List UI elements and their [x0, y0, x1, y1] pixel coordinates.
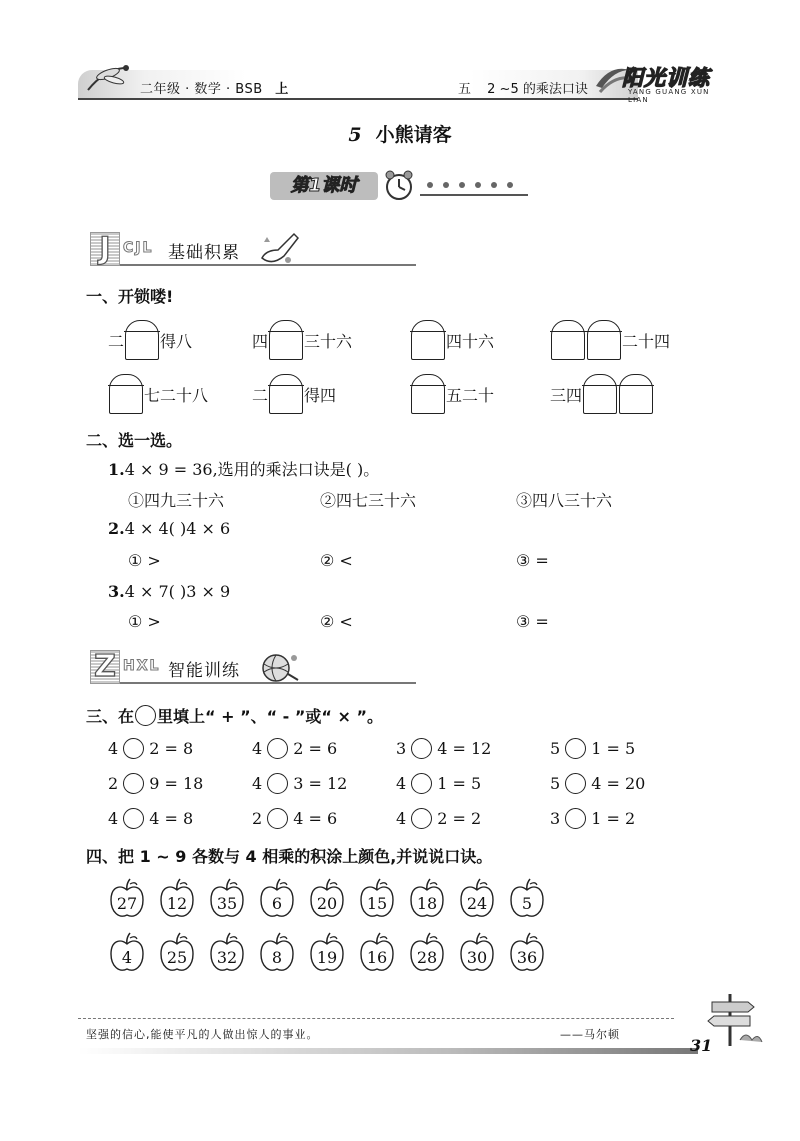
equation [550, 806, 635, 830]
item-stem: 4 × 9 = 36,选用的乘法口诀是( )。 [124, 460, 380, 479]
equation-rest: 3 = 12 [293, 773, 348, 793]
apple-number: 35 [216, 894, 238, 913]
apple-number: 27 [116, 894, 138, 913]
apple-item[interactable] [458, 932, 496, 974]
lock-item [410, 318, 494, 362]
apple-number: 28 [416, 948, 438, 967]
section-letter: J [90, 232, 120, 266]
apple-item[interactable] [258, 878, 296, 920]
equation-left-operand: 4 [396, 773, 407, 793]
item-stem: 4 × 4( )4 × 6 [124, 519, 231, 538]
unit-title: 2 ~5 的乘法口诀 [487, 82, 588, 97]
apple-number: 19 [316, 948, 338, 967]
grade-subject: 二年级 · 数学 · BSB [140, 82, 263, 97]
equation [252, 806, 337, 830]
apple-item[interactable] [458, 878, 496, 920]
q2-title: 二、选一选。 [86, 431, 183, 450]
operator-circle-blank[interactable] [123, 808, 144, 829]
equation-left-operand: 5 [550, 738, 561, 758]
apple-number: 32 [216, 948, 238, 967]
apple-number: 4 [121, 948, 133, 967]
apple-number: 25 [166, 948, 188, 967]
operator-circle-blank[interactable] [411, 773, 432, 794]
apple-item[interactable] [158, 932, 196, 974]
equation-left-operand: 4 [252, 773, 263, 793]
lock-item [550, 372, 654, 416]
equation-left-operand: 4 [108, 808, 119, 828]
operator-circle-blank[interactable] [565, 738, 586, 759]
apple-item[interactable] [108, 878, 146, 920]
operator-circle-blank[interactable] [565, 808, 586, 829]
lock-text-after: 四十六 [446, 331, 495, 351]
page-number: 31 [690, 1036, 713, 1055]
decorative-dots-icon [424, 178, 524, 192]
lock-answer-box[interactable] [109, 374, 143, 414]
section-name: 基础积累 [168, 243, 240, 263]
q3-title-post: 里填上“ + ”、“ - ”或“ × ”。 [157, 707, 383, 726]
apple-item[interactable] [308, 932, 346, 974]
lesson-title [0, 120, 800, 147]
apple-item[interactable] [308, 878, 346, 920]
operator-circle-blank[interactable] [411, 738, 432, 759]
q3-title-pre: 三、在 [86, 707, 135, 726]
lock-item [550, 318, 670, 362]
globe-icon [258, 650, 302, 684]
equation-rest: 1 = 2 [591, 808, 636, 828]
equation-rest: 4 = 20 [591, 773, 646, 793]
apple-item[interactable] [158, 878, 196, 920]
operator-circle-blank[interactable] [267, 738, 288, 759]
apple-number: 16 [366, 948, 388, 967]
equation-left-operand: 2 [252, 808, 263, 828]
equation [108, 771, 203, 795]
q2-item-3-option-2: ② < [320, 612, 353, 631]
apple-number: 6 [271, 894, 283, 913]
lesson-number: 5 [348, 124, 362, 146]
section-letter: Z [90, 650, 120, 684]
lock-item [108, 372, 208, 416]
q2-item-1-option-3: ③四八三十六 [516, 491, 613, 510]
equation-rest: 4 = 8 [149, 808, 194, 828]
period-label: 第1课时 [270, 172, 378, 200]
equation-rest: 2 = 8 [149, 738, 194, 758]
equation-left-operand: 4 [396, 808, 407, 828]
lock-text-before: 二 [252, 385, 269, 405]
equation [550, 736, 635, 760]
footer-author: ——马尔顿 [560, 1028, 620, 1041]
q2-item-2 [108, 519, 230, 538]
lock-answer-box[interactable] [411, 374, 445, 414]
operator-circle-blank[interactable] [267, 808, 288, 829]
lock-answer-box[interactable] [125, 320, 159, 360]
apple-number: 36 [516, 948, 538, 967]
section-code: HXL [123, 658, 161, 674]
equation-rest: 1 = 5 [437, 773, 482, 793]
equation-left-operand: 4 [108, 738, 119, 758]
section-underline [120, 264, 416, 266]
equation-left-operand: 4 [252, 738, 263, 758]
equation-rest: 1 = 5 [591, 738, 636, 758]
equation [396, 736, 491, 760]
q2-item-2-option-2: ② < [320, 551, 353, 570]
paint-brush-icon [258, 232, 302, 266]
footer-divider [78, 1018, 674, 1019]
section-name: 智能训练 [168, 661, 240, 681]
lock-answer-box[interactable] [411, 320, 445, 360]
page-header [78, 60, 718, 104]
q1-title: 一、开锁喽! [86, 287, 174, 306]
equation [396, 771, 481, 795]
equation-rest: 2 = 2 [437, 808, 482, 828]
q2-item-3-option-3: ③ = [516, 612, 549, 631]
apple-number: 12 [166, 894, 188, 913]
lock-answer-box[interactable] [269, 374, 303, 414]
lock-answer-box[interactable] [619, 374, 653, 414]
unit-number: 五 [458, 82, 472, 97]
equation-left-operand: 3 [550, 808, 561, 828]
volume-label: 上 [275, 82, 289, 97]
period-underline [420, 194, 528, 196]
dragonfly-icon [84, 60, 136, 100]
lock-item [252, 318, 352, 362]
lock-text-after: 七二十八 [144, 385, 209, 405]
apple-item[interactable] [508, 932, 546, 974]
lock-text-after: 五二十 [446, 385, 495, 405]
lock-text-after: 三十六 [304, 331, 353, 351]
lock-text-before: 三四 [550, 385, 583, 405]
apple-item[interactable] [358, 878, 396, 920]
apple-number: 18 [416, 894, 438, 913]
lock-answer-box[interactable] [551, 320, 585, 360]
apple-item[interactable] [408, 878, 446, 920]
item-number: 2. [108, 519, 125, 538]
equation [550, 771, 645, 795]
apple-item[interactable] [508, 878, 546, 920]
lock-answer-box[interactable] [269, 320, 303, 360]
section-banner-basic [90, 232, 420, 268]
footer-bar [78, 1048, 698, 1054]
equation-left-operand: 5 [550, 773, 561, 793]
apple-number: 5 [521, 894, 533, 913]
apple-item[interactable] [408, 932, 446, 974]
section-code: CJL [123, 240, 154, 256]
q3-title [86, 704, 383, 727]
apple-number: 30 [466, 948, 488, 967]
equation [108, 736, 193, 760]
equation-rest: 4 = 6 [293, 808, 338, 828]
lesson-name: 小熊请客 [375, 124, 452, 146]
q2-item-2-option-1: ① > [128, 551, 161, 570]
operator-circle-blank[interactable] [267, 773, 288, 794]
q2-item-3-option-1: ① > [128, 612, 161, 631]
section-banner-smart [90, 650, 420, 686]
lock-item [108, 318, 192, 362]
item-stem: 4 × 7( )3 × 9 [124, 582, 231, 601]
alarm-clock-icon [382, 168, 416, 202]
signpost-icon [700, 990, 770, 1050]
equation-left-operand: 2 [108, 773, 119, 793]
lock-text-after: 得八 [160, 331, 193, 351]
equation [108, 806, 193, 830]
operator-circle-blank[interactable] [123, 738, 144, 759]
apple-item[interactable] [208, 878, 246, 920]
lock-text-before: 四 [252, 331, 269, 351]
apple-number: 24 [466, 894, 488, 913]
lock-item [410, 372, 494, 416]
operator-circle-blank[interactable] [565, 773, 586, 794]
logo-subtitle: YANG GUANG XUN LIAN [628, 88, 710, 104]
q2-item-1-option-2: ②四七三十六 [320, 491, 417, 510]
equation [252, 736, 337, 760]
lock-text-after: 得四 [304, 385, 337, 405]
item-number: 3. [108, 582, 125, 601]
lock-text-after: 二十四 [622, 331, 671, 351]
period-badge [270, 168, 530, 208]
logo-text: 阳光训练 [622, 66, 710, 90]
apple-item[interactable] [208, 932, 246, 974]
operator-circle-blank[interactable] [411, 808, 432, 829]
apple-item[interactable] [108, 932, 146, 974]
equation-rest: 4 = 12 [437, 738, 492, 758]
q2-item-2-option-3: ③ = [516, 551, 549, 570]
lock-answer-box[interactable] [587, 320, 621, 360]
equation [396, 806, 481, 830]
item-number: 1. [108, 460, 125, 479]
equation-rest: 9 = 18 [149, 773, 204, 793]
apple-item[interactable] [358, 932, 396, 974]
equation [252, 771, 347, 795]
q2-item-1-option-1: ①四九三十六 [128, 491, 225, 510]
apple-number: 8 [271, 948, 283, 967]
q2-item-3 [108, 582, 230, 601]
section-underline [120, 682, 416, 684]
q2-item-1 [108, 457, 379, 480]
q4-title: 四、把 1 ~ 9 各数与 4 相乘的积涂上颜色,并说说口诀。 [86, 847, 493, 866]
equation-left-operand: 3 [396, 738, 407, 758]
circle-blank-icon [135, 705, 156, 726]
lock-text-before: 二 [108, 331, 125, 351]
apple-item[interactable] [258, 932, 296, 974]
footer-quote: 坚强的信心,能使平凡的人做出惊人的事业。 [86, 1028, 319, 1041]
apple-number: 20 [316, 894, 338, 913]
operator-circle-blank[interactable] [123, 773, 144, 794]
apple-number: 15 [366, 894, 388, 913]
lock-item [252, 372, 336, 416]
equation-rest: 2 = 6 [293, 738, 338, 758]
lock-answer-box[interactable] [583, 374, 617, 414]
